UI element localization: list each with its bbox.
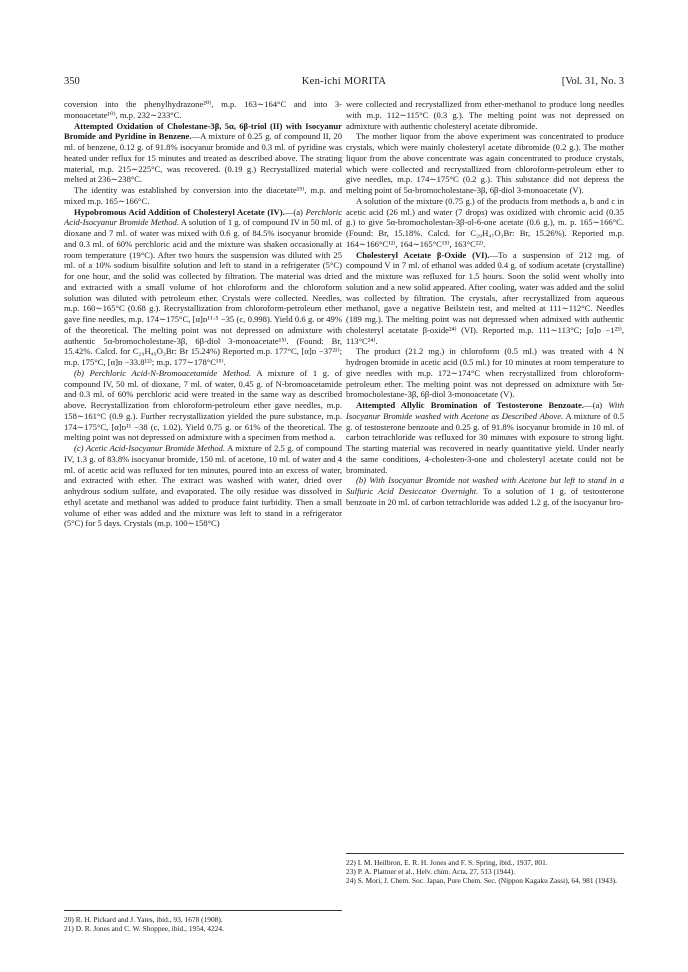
- paragraph-text: To a solution of 1 g. of testosterone benzoate in 20 ml. of carbon tetrachloride was added 1.2 g. of the isocyanur bro-: [346, 486, 625, 507]
- paragraph: [346, 475, 624, 507]
- paragraph: [64, 207, 342, 368]
- paragraph: [64, 185, 342, 207]
- subsection-heading: (b) Perchloric Acid-N-Bromoacetamide Method.: [74, 367, 252, 378]
- footnote: 22) I. M. Heilbron, E. R. H. Jones and F. S. Spring, ibid., 1937, 801.: [346, 858, 548, 867]
- paragraph-text: —To a suspension of 212 mg. of compound V in 7 ml. of ethanol was added 0.4 g. of sodium acetate (crystalline) and the mixture was refluxed for 1.5 hours. Soon the solid went wholly into solution and a new solid appeared. After cooling, water was added and the solid was collected by filtration. The crystals, after recrystallized from aqueous methanol, gave a negative Beilstein test, and melted at 111∼112°C. Needles (189 mg.). The melting point was not depressed when admixed with authentic cholesteryl acetatate β-oxide²⁴⁾ (VI). Reported m.p. 111∼113°C; [α]ᴅ −1²³⁾, 113°C²⁴⁾.: [346, 249, 624, 346]
- paragraph-text: —(a): [584, 400, 609, 410]
- paragraph: [64, 121, 342, 186]
- paragraph: [346, 346, 624, 400]
- footnote: 24) S. Mori, J. Chem. Soc. Japan, Pure Chem. Sec. (Nippon Kagaku Zassi), 64, 981 (1943).: [346, 876, 617, 886]
- left-column: [64, 99, 342, 529]
- right-column: [346, 99, 624, 508]
- paragraph-text: —(a): [284, 206, 306, 217]
- footnotes-left: [64, 910, 342, 933]
- subsection-heading: (b) With Isocyanur Bromide not washed with Acetone but left to stand in a Sulfuric Acid Desiccator Overnight.: [346, 475, 624, 496]
- page-number: 350: [64, 76, 80, 87]
- author-name: Ken-ichi MORITA: [301, 76, 387, 87]
- paragraph: [346, 131, 624, 196]
- paragraph: [346, 196, 624, 250]
- section-heading: Attempted Oxidation of Cholestane-3β, 5α, 6β-triol (II) with Isocyanur Bromide and Pyridine in Benzene.: [64, 120, 342, 142]
- footnotes-right: [346, 853, 624, 886]
- section-heading: Attempted Allylic Bromination of Testosterone Benzoate.: [356, 400, 585, 410]
- running-header: [64, 76, 624, 92]
- paragraph-text: The mother liquor from the above experiment was concentrated to produce crystals, which were mainly cholesteryl acetate dibromide (0.2 g.). The mother liquor from the above concentrate was again concentrated to produce crystals, which were collected and recrystallized from chloroform-petroleum ether to give needles, m.p. 174∼175°C (0.2 g.). This substance did not depress the melting point of 5α-bromocholestane-3β, 6β-diol 3-monoacetate (V).: [346, 131, 624, 195]
- paragraph-text: A mixture of 1 g. of compound IV, 50 ml. of dioxane, 7 ml. of water, 0.45 g. of N-bromoacetamide and 0.3 ml. of 60% perchloric acid were treated in the same way as described above. Recrystallization from chloroform-petroleum ether gave needles, m.p. 158∼161°C (0.9 g.). Further recrystallization yielded the pure substance, m.p. 174∼175°C, [α]ᴅ¹¹ −38 (c, 1.02). Yield 0.75 g. or 61% of the theoretical. The melting point was not depressed on admixture with a specimen from method a.: [64, 367, 343, 443]
- section-heading: Hypobromous Acid Addition of Cholesteryl Acetate (IV).: [74, 206, 285, 217]
- footnote: 21) D. R. Jones and C. W. Shoppee, ibid., 1954, 4224.: [64, 924, 224, 934]
- paragraph-text: A mixture of 0.5 g. of testosterone benzoate and 0.25 g. of 91.8% isocyanur bromide in 10 ml. of carbon tetrachloride was refluxed for 30 minutes with exposure to strong light. The starting material was recovered in nearly quantitative yield. Under nearly the same conditions, 4-cholesten-3-one and cholesteryl acetate could not be brominated.: [346, 410, 624, 475]
- subsection-heading: Perchloric Acid-Isocyanur Bromide Method.: [64, 206, 343, 228]
- paragraph-text: The product (21.2 mg.) in chloroform (0.5 ml.) was treated with 4 N hydrogen bromide in acetic acid (0.5 ml.) for 10 minutes at room temperature to give needles with m.p. 172∼174°C when recrystallized from chloroform-petroleum ether. The melting point was not depressed on admixture with 5α-bromocholestane-3β, 6β-diol 3-monoacetate (V).: [346, 346, 624, 400]
- paragraph-text: A mixture of 2.5 g. of compound IV, 1.3 g. of 83.8% isocyanur bromide, 150 ml. of acetone, 10 ml. of water and 4 ml. of acetic acid was refluxed for ten minutes, poured into an excess of water, and extracted with ether. The extract was washed with water, dried over anhydrous sodium sulfate, and evaporated. The oily residue was dissolved in ethyl acetate and methanol was added to produce faint turbidity. Then a small volume of ether was added and the mixture was left to stand in a refrigerator (5°C) for 5 days. Crystals (m.p. 100∼158°C): [64, 443, 342, 529]
- footnote: 20) R. H. Pickard and J. Yates, ibid., 93, 1678 (1908).: [64, 915, 223, 924]
- paragraph: [64, 443, 342, 529]
- paragraph-text: A solution of the mixture (0.75 g.) of the products from methods a, b and c in acetic acid (26 ml.) and water (7 drops) was oxidized with chromic acid (0.35 g.) to give 5α-bromocholestan-3β-ol-6-one acetate (0.6 g.), m. p. 165∼166°C. (Found: Br, 15.18%. Calcd. for C₂₉H₄₇O₃Br: Br, 15.26%). Reported m.p. 164∼166°C¹²⁾, 164∼165°C¹⁵⁾, 163°C²²⁾.: [346, 195, 624, 249]
- paragraph: [346, 400, 624, 475]
- subsection-heading: With Isocyanur Bromide washed with Acetone as Described Above.: [346, 400, 625, 421]
- paragraph-text: A solution of 1 g. of compound IV in 50 ml. of dioxane and 7 ml. of water was mixed with 0.6 g. of 84.5% isocyanur bromide and 0.3 ml. of 60% perchloric acid and the mixture was shaken occasionally at room temperature (19°C). After two hours the suspension was diluted with 25 ml. of a 10% sodium bisulfite solution and left to stand in a refrigerater (5°C) for one hour, and the solid was collected by filtration. The material was dried and extracted with a small volume of hot chloroform and the chloroform solution was diluted with petroleum ether. Crystals were collected. Needles, m.p. 160∼165°C (0.68 g.). Recrystallization from chloroform-petroleum ether gave fine needles, m.p. 174∼175°C, [α]ᴅ¹¹·⁵ −35 (c, 0.998). Yield 0.6 g. or 49% of the theoretical. The melting point was not depressed on admixture with authentic 5α-bromocholestane-3β, 6β-diol 3-monoacetate¹⁵⁾. (Found: Br, 15.42%. Calcd. for C₂₉H₄₉O₃Br: Br 15.24%) Reported m.p. 177°C, [α]ᴅ −37²¹⁾; m.p. 175°C, [α]ᴅ −33.8¹²⁾; m.p. 177∼178°C¹⁵⁾.: [64, 217, 342, 367]
- paragraph-text: coversion into the phenylhydrazone²⁰⁾, m.p. 163∼164°C and into 3-monoacetate¹⁰⁾, m.p. 232∼233°C.: [64, 99, 342, 120]
- paragraph: [64, 368, 342, 443]
- subsection-heading: (c) Acetic Acid-Isocyanur Bromide Method.: [74, 443, 226, 453]
- section-heading: Cholesteryl Acetate β-Oxide (VI).: [356, 249, 490, 260]
- paragraph: [346, 99, 624, 131]
- paragraph: [64, 99, 342, 121]
- footnote: 23) P. A. Plattner et al., Helv. chim. Acta, 27, 513 (1944).: [346, 867, 516, 877]
- volume-info: [Vol. 31, No. 3: [561, 76, 624, 87]
- paragraph-text: were collected and recrystallized from ether-methanol to produce long needles with m.p. 112∼115°C (0.3 g.). The melting point was not depressed on admixture with authentic cholesteryl acetate dibromide.: [346, 99, 624, 131]
- paragraph-text: The identity was established by conversion into the diacetate¹⁹⁾, m.p. and mixed m.p. 165∼166°C.: [64, 185, 342, 206]
- paragraph: [346, 250, 624, 347]
- paragraph-text: —A mixture of 0.25 g. of compound II, 20 ml. of benzene, 0.12 g. of 91.8% isocyanur bromide and 0.3 ml. of pyridine was heated under reflux for 15 minutes and treated as described above. The strating material, m.p. 215∼225°C, was recovered. (0.19 g.) Recrystallized material melted at 236∼238°C.: [64, 131, 342, 185]
